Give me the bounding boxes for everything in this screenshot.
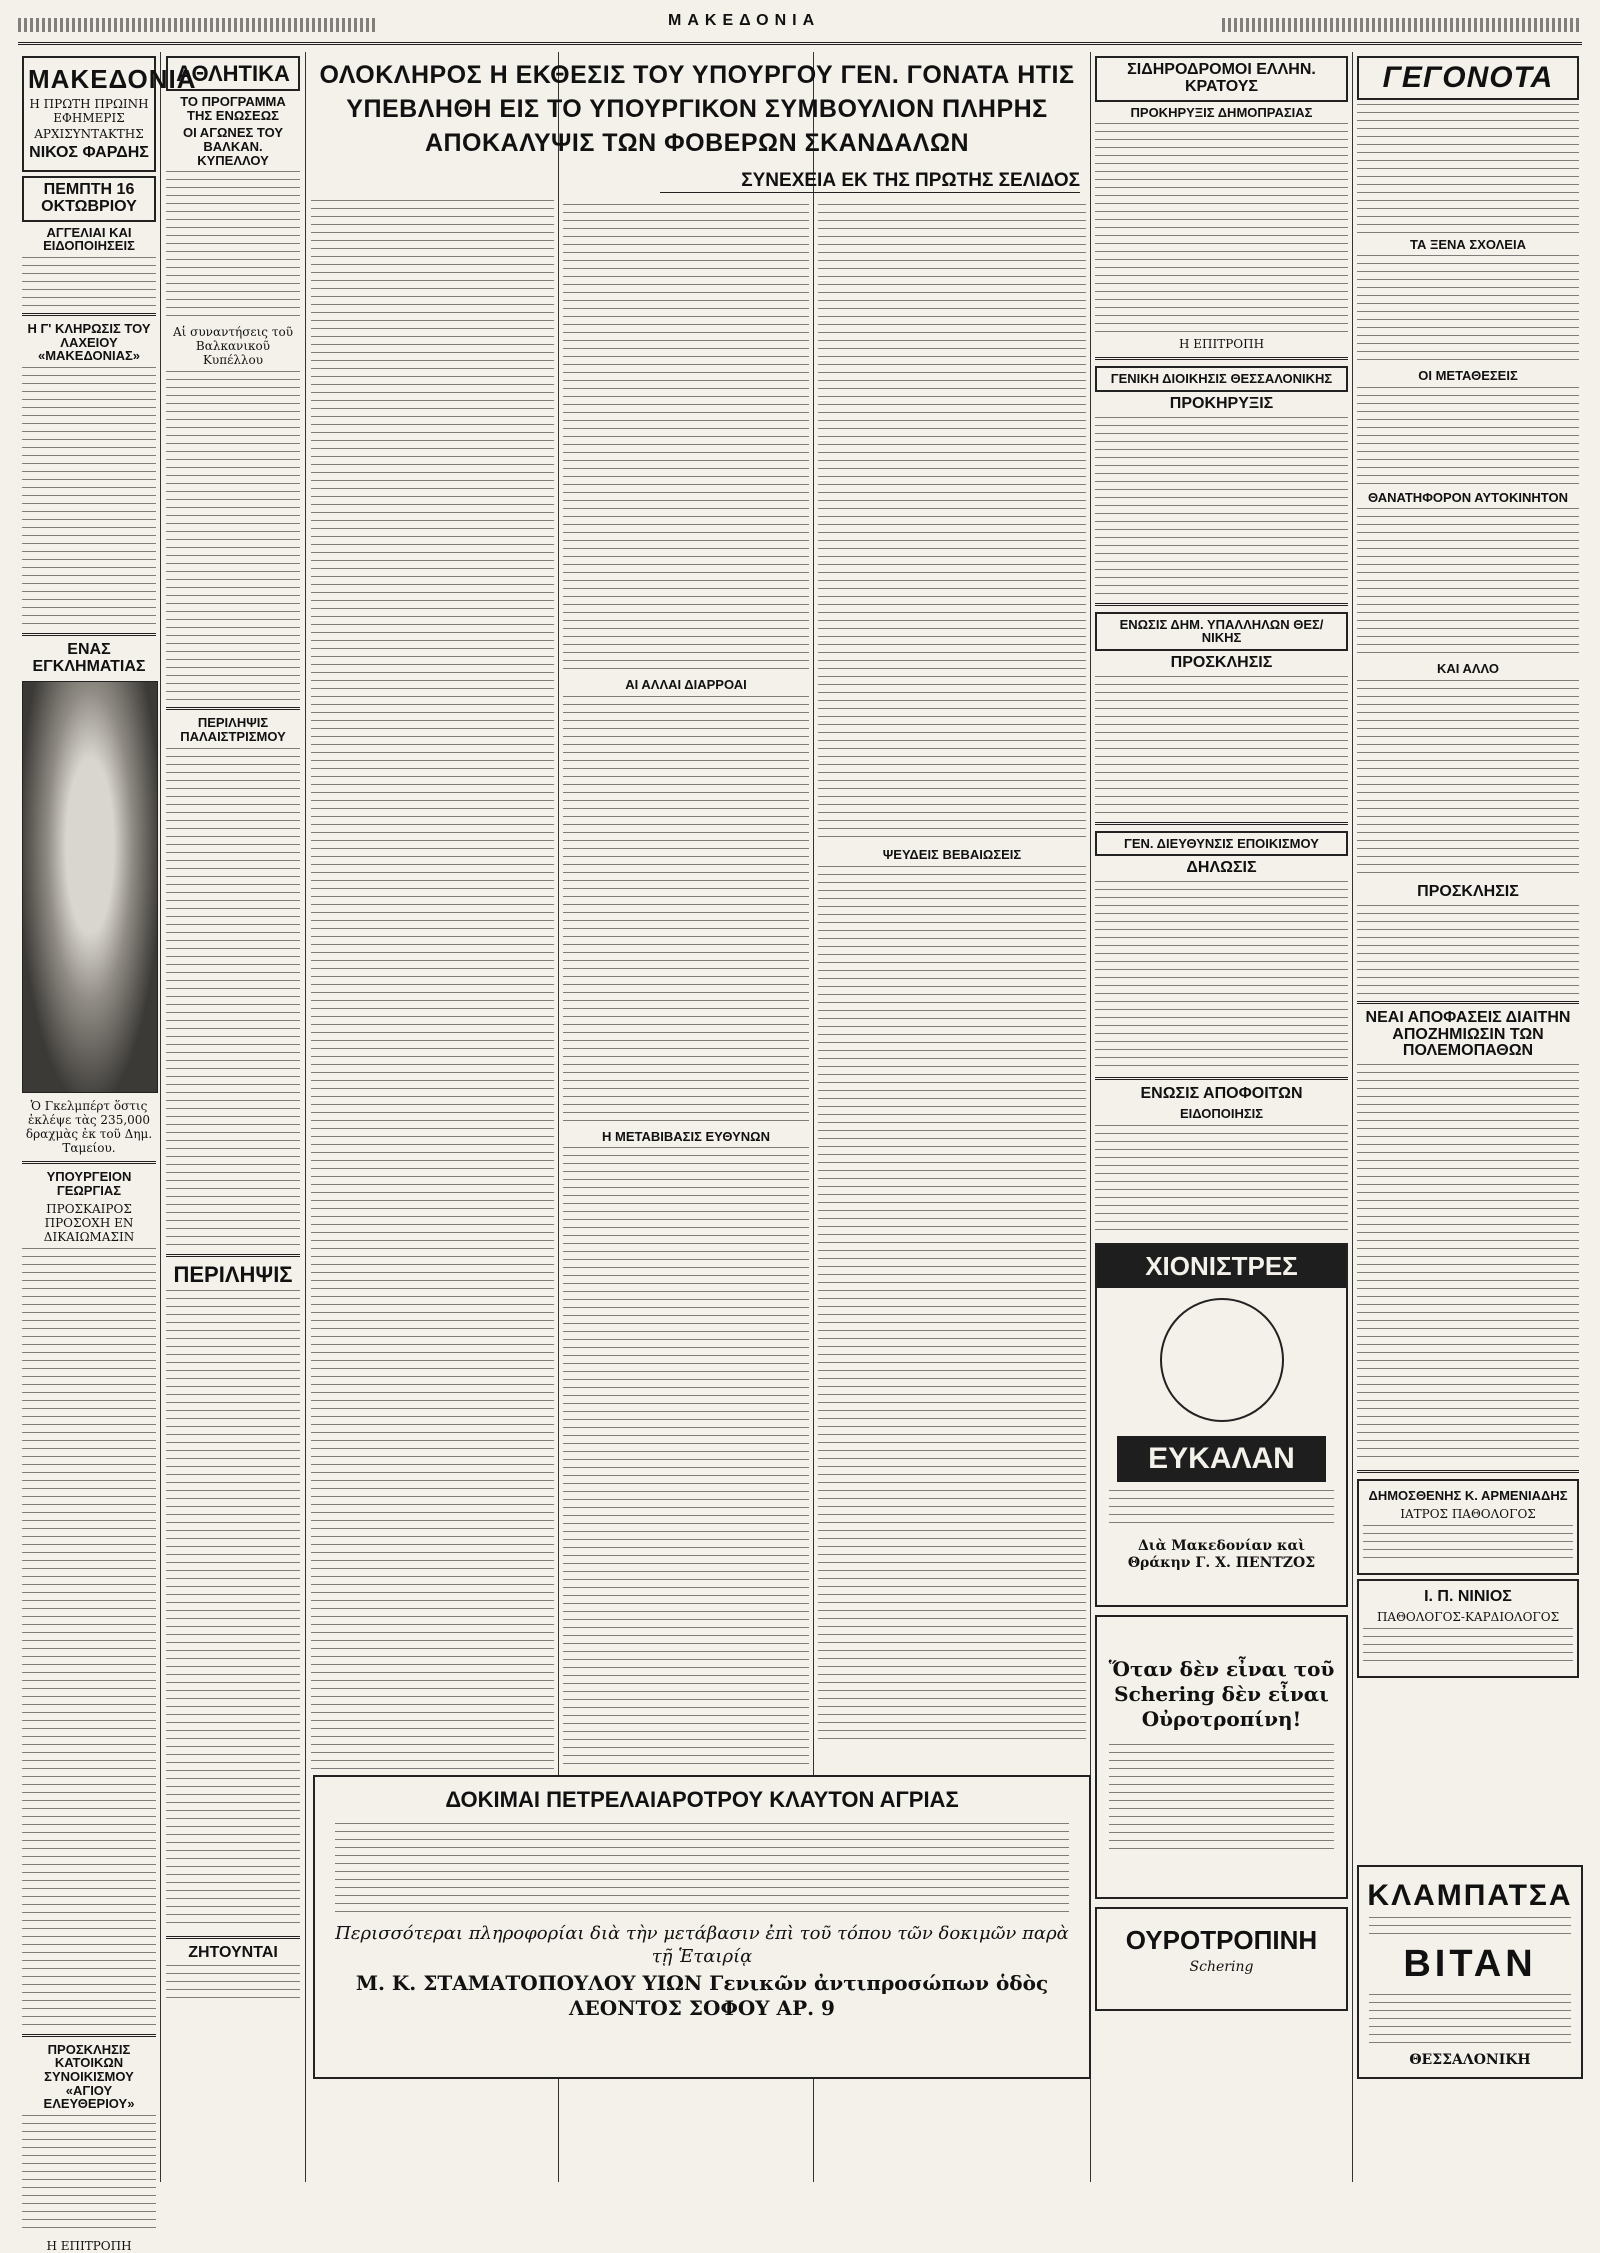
ad1-title: ΔΟΚΙΜΑΙ ΠΕΤΡΕΛΑΙΑΡΟΤΡΟΥ ΚΛΑΥΤΟΝ ΑΓΡΙΑΣ [445,1787,959,1812]
text-block [1363,1525,1573,1565]
doctor-title: ΙΑΤΡΟΣ ΠΑΘΟΛΟΓΟΣ [1400,1506,1536,1521]
ad-urotropin [1095,1907,1348,2011]
column-2 [166,52,300,2182]
accident-heading: ΘΑΝΑΤΗΦΟΡΟΝ ΑΥΤΟΚΙΝΗΤΟΝ [1368,489,1568,505]
ad1-line1: Περισσότεραι πληροφορίαι διὰ τὴν μετάβασιν ἐπὶ τοῦ τόπου τῶν δοκιμῶν παρὰ τῇ Ἑταιρίᾳ [335,1923,1069,1967]
masthead-title: ΜΑΚΕΔΟΝΙΑ [668,12,821,29]
lottery-heading: Η Γ' ΚΛΗΡΩΣΙΣ ΤΟΥ ΛΑΧΕΙΟΥ «ΜΑΚΕΔΟΝΙΑΣ» [27,320,151,364]
proclamation-heading: ΠΡΟΚΗΡΥΞΙΣ [1169,394,1274,412]
text-block [563,204,809,674]
rail-heading: ΣΙΔΗΡΟΔΡΟΜΟΙ ΕΛΛΗΝ. ΚΡΑΤΟΥΣ [1095,56,1348,102]
invitations-heading: ΠΡΟΣΚΛΗΣΙΣ [1417,883,1519,901]
settlement-heading: ΓΕΝ. ΔΙΕΥΘΥΝΣΙΣ ΕΠΟΙΚΙΣΜΟΥ [1095,831,1348,857]
ad1-line2: Μ. Κ. ΣΤΑΜΑΤΟΠΟΥΛΟΥ ΥΙΩΝ Γενικῶν ἀντιπροσώπων ὁδὸς ΛΕΟΝΤΟΣ ΣΟΦΟΥ ΑΡ. 9 [355,1971,1049,2020]
notices-heading-2: ΕΙΔΟΠΟΙΗΣΙΣ [1179,1105,1264,1121]
text-block [166,1290,300,1930]
liability-heading: Η ΜΕΤΑΒΙΒΑΣΙΣ ΕΥΘΥΝΩΝ [602,1128,770,1144]
column-1 [22,52,197,2253]
ad4-sub: Schering [1189,1958,1254,1975]
residents-heading: ΠΡΟΣΚΛΗΣΙΣ ΚΑΤΟΙΚΩΝ ΣΥΝΟΙΚΙΣΜΟΥ «ΑΓΙΟΥ ΕΛΕΥΘΕΡΙΟΥ» [43,2041,135,2112]
text-block [166,1965,300,2005]
committee-signature: Η ΕΠΙΤΡΟΠΗ [46,2238,132,2253]
text-block [1095,123,1348,333]
column-rule [160,52,161,2182]
ad5-city: ΘΕΣΣΑΛΟΝΙΚΗ [1409,2052,1531,2068]
wanted-heading: ΖΗΤΟΥΝΤΑΙ [188,1943,278,1961]
ornament-right [1222,18,1582,32]
ad5-brand: ΒΙΤΑΝ [1403,1943,1537,1985]
text-block [1095,417,1348,597]
false-certificates-heading: ΨΕΥΔΕΙΣ ΒΕΒΑΙΩΣΕΙΣ [882,847,1022,862]
text-block [818,204,1086,844]
tagline: Η ΠΡΩΤΗ ΠΡΩΙΝΗ ΕΦΗΜΕΡΙΣ [29,97,149,126]
article-body [311,200,554,1770]
editor-name: ΝΙΚΟΣ ΦΑΡΔΗΣ [29,144,149,162]
text-block [1109,1744,1334,1854]
committee-signature-2: Η ΕΠΙΤΡΟΠΗ [1178,337,1265,352]
column-3 [311,200,554,1770]
criminal-photo [22,681,158,1093]
declaration-heading: ΔΗΛΩΣΙΣ [1186,859,1257,877]
jar-icon [1160,1298,1284,1422]
text-block [166,171,300,321]
ministry-subheading: ΠΡΟΣΚΑΙΡΟΣ ΠΡΟΣΟΧΗ ΕΝ ΔΙΚΑΙΩΜΑΣΙΝ [43,1201,135,1244]
schools-heading: ΤΑ ΞΕΝΑ ΣΧΟΛΕΙΑ [1410,236,1526,252]
text-block [1357,508,1579,658]
ad3-text: Ὅταν δὲν εἶναι τοῦ Schering δὲν εἶναι Οὐροτροπίνη! [1108,1656,1335,1731]
text-block [1357,905,1579,995]
invitation-heading: ΠΡΟΣΚΛΗΣΙΣ [1170,653,1273,671]
text-block [1357,1064,1579,1464]
doctor-name: ΔΗΜΟΣΘΕΝΗΣ Κ. ΑΡΜΕΝΙΑΔΗΣ [1368,1488,1568,1504]
doctor2-ad [1357,1579,1579,1678]
text-block [166,748,300,1248]
ad5-title: ΚΛΑΜΠΑΤΣΑ [1367,1879,1573,1912]
text-block [1363,1628,1573,1668]
text-block [22,2115,156,2235]
main-headline: ΟΛΟΚΛΗΡΟΣ Η ΕΚΘΕΣΙΣ ΤΟΥ ΥΠΟΥΡΓΟΥ ΓΕΝ. ΓΟΝΑΤΑ ΗΤΙΣ ΥΠΕΒΛΗΘΗ ΕΙΣ ΤΟ ΥΠΟΥΡΓΙΚΟΝ ΣΥΜΒΟΥΛΙΟΝ ΠΛΗΡΗΣ ΑΠΟΚΑΛΥΨΙΣ ΤΩΝ ΦΟΒΕΡΩΝ ΣΚΑΝΔΑΛΩΝ [319,61,1075,157]
photo-caption: Ὁ Γκελμπέρτ ὅστις ἐκλέψε τὰς 235,000 δραχμὰς ἐκ τοῦ Δημ. Ταμείου. [25,1099,153,1156]
column-6 [1095,52,1348,2182]
general-directorate-heading: ΓΕΝΙΚΗ ΔΙΟΙΚΗΣΙΣ ΘΕΣΣΑΛΟΝΙΚΗΣ [1095,366,1348,392]
doctor2-title: ΠΑΘΟΛΟΓΟΣ-ΚΑΡΔΙΟΛΟΓΟΣ [1376,1609,1560,1624]
paper-name: ΜΑΚΕΔΟΝΙΑ [28,64,197,94]
sport-subheading-2: ΟΙ ΑΓΩΝΕΣ ΤΟΥ ΒΑΛΚΑΝ. ΚΥΠΕΛΛΟΥ [182,125,284,168]
graduates-heading: ΕΝΩΣΙΣ ΑΠΟΦΟΙΤΩΝ [1140,1085,1303,1103]
continued-label: ΣΥΝΕΧΕΙΑ ΕΚ ΤΗΣ ΠΡΩΤΗΣ ΣΕΛΙΔΟΣ [660,170,1080,193]
text-block [563,1147,809,1767]
notices-heading: ΑΓΓΕΛΙΑΙ ΚΑΙ ΕΙΔΟΠΟΙΗΣΕΙΣ [43,224,135,254]
sport-subheading-1: ΤΟ ΠΡΟΓΡΑΜΜΑ ΤΗΣ ΕΝΩΣΕΩΣ [180,94,286,123]
paper-nameplate [22,56,197,172]
ad2-brand: ΕΥΚΑΛΑΝ [1117,1436,1326,1482]
ad-vitan [1357,1865,1583,2079]
text-block [22,257,156,307]
union-heading: ΕΝΩΣΙΣ ΔΗΜ. ΥΠΑΛΛΗΛΩΝ ΘΕΣ/ΝΙΚΗΣ [1095,612,1348,651]
sport-subheading-3: Αἱ συναντήσεις τοῦ Βαλκανικοῦ Κυπέλλου [173,325,293,368]
transfers-heading: ΟΙ ΜΕΤΑΘΕΣΕΙΣ [1418,368,1518,384]
other-heading: ΚΑΙ ΑΛΛΟ [1436,661,1499,677]
sport-heading: ΑΘΛΗΤΙΚΑ [166,56,300,91]
text-block [563,696,809,1126]
rail-subheading: ΠΡΟΚΗΡΥΞΙΣ ΔΗΜΟΠΡΑΣΙΑΣ [1130,104,1313,120]
column-7 [1357,52,1579,1852]
text-block [1357,387,1579,487]
ministry-heading: ΥΠΟΥΡΓΕΙΟΝ ΓΕΩΡΓΙΑΣ [46,1169,132,1199]
text-block [1357,255,1579,365]
ad2-title: ΧΙΟΝΙΣΤΡΕΣ [1097,1245,1346,1288]
doctor-ad [1357,1479,1579,1575]
text-block [1369,1994,1571,2044]
column-rule [1352,52,1353,2182]
text-block [1095,676,1348,816]
ad2-distributor: Διὰ Μακεδονίαν καὶ Θράκην Γ. Χ. ΠΕΝΤΖΟΣ [1127,1537,1316,1572]
text-block [22,1248,156,2028]
summary-heading: ΠΕΡΙΛΗΨΙΣ [173,1261,293,1287]
text-block [1095,1125,1348,1235]
ad-clayton-tractor [313,1775,1091,2079]
issue-date: ΠΕΜΠΤΗ 16 ΟΚΤΩΒΡΙΟΥ [22,176,156,222]
facts-heading: ΓΕΓΟΝΟΤΑ [1357,56,1579,100]
column-rule [305,52,306,2182]
text-block [1357,680,1579,880]
criminal-heading: ΕΝΑΣ ΕΓΚΛΗΜΑΤΙΑΣ [32,640,146,675]
ad-eucalan [1095,1243,1348,1607]
ornament-left [18,18,378,32]
text-block [22,367,156,627]
doctor2-name: Ι. Π. ΝΙΝΙΟΣ [1424,1587,1512,1605]
masthead-bar [18,8,1582,45]
text-block [818,866,1086,1746]
ad4-brand: ΟΥΡΟΤΡΟΠΙΝΗ [1125,1924,1318,1955]
ad-schering [1095,1615,1348,1899]
text-block [1109,1490,1334,1530]
column-4 [563,200,809,1770]
wrestling-heading: ΠΕΡΙΛΗΨΙΣ ΠΑΛΑΙΣΤΡΙΣΜΟΥ [180,715,286,744]
text-block [1369,1917,1571,1939]
text-block [335,1823,1069,1913]
decisions-heading: ΝΕΑΙ ΑΠΟΦΑΣΕΙΣ ΔΙΑΙΤΗΝ ΑΠΟΖΗΜΙΩΣΙΝ ΤΩΝ ΠΟΛΕΜΟΠΑΘΩΝ [1365,1008,1571,1060]
text-block [1095,881,1348,1071]
leaks-heading: ΑΙ ΑΛΛΑΙ ΔΙΑΡΡΟΑΙ [625,677,747,692]
text-block [166,371,300,701]
text-block [1357,104,1579,234]
column-5 [818,200,1086,1770]
editor-label: ΑΡΧΙΣΥΝΤΑΚΤΗΣ [34,127,144,142]
